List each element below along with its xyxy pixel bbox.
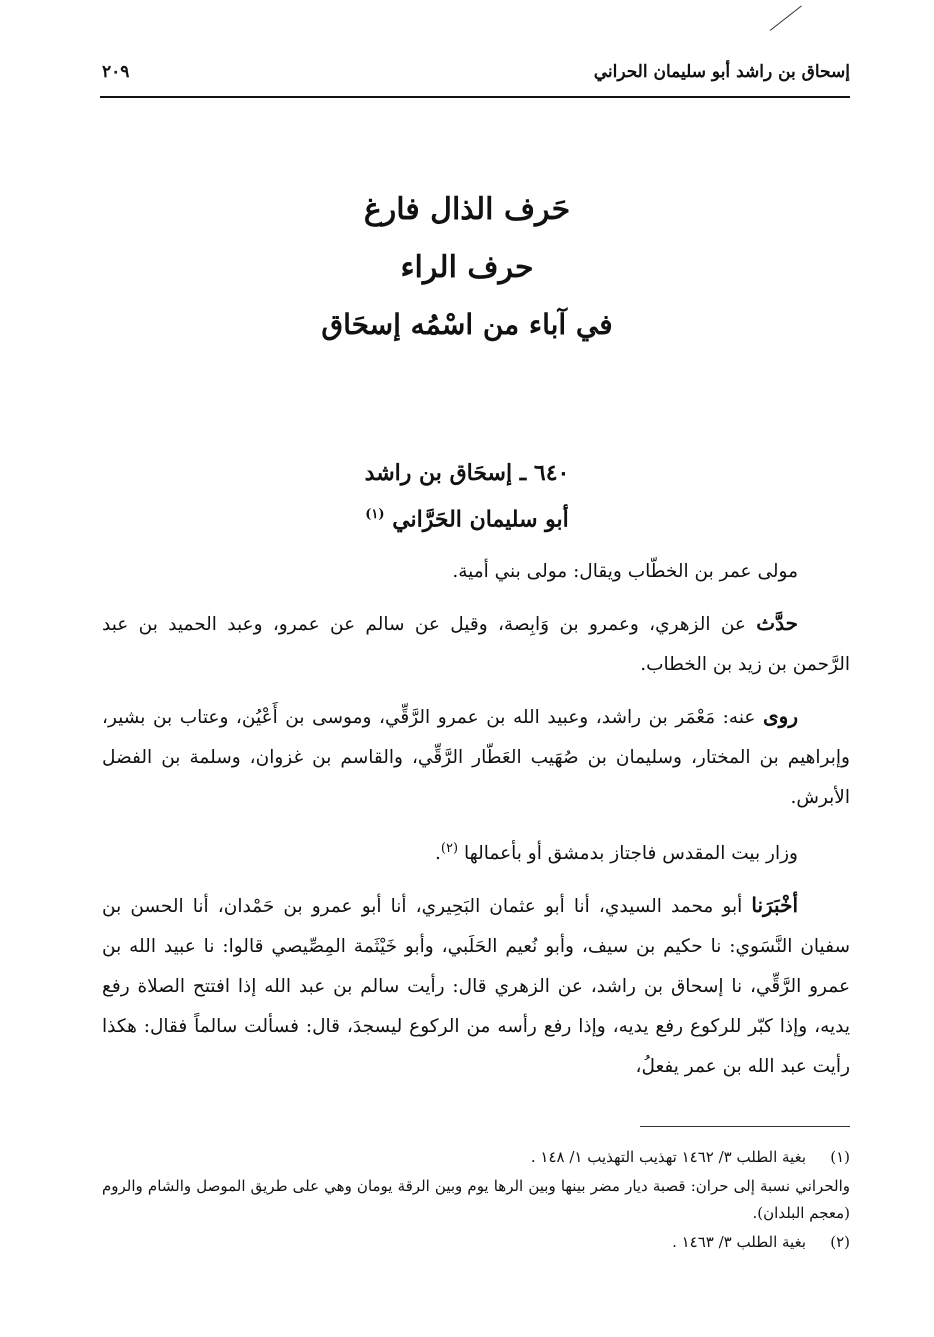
paragraph-zara-text: وزار بيت المقدس فاجتاز بدمشق أو بأعمالها	[463, 843, 798, 865]
footnote-2-text: بغية الطلب ٣/ ١٤٦٣ .	[672, 1233, 806, 1251]
footnote-2-number: (٢)	[830, 1233, 850, 1251]
entry-kunya-text: أبو سليمان الحَرَّاني	[392, 506, 569, 533]
footnote-1-number: (١)	[830, 1148, 850, 1166]
entry-title	[150, 452, 784, 540]
footnote-1-continuation: والحراني نسبة إلى حران: قصبة ديار مضر بينها وبين الرها يوم وبين الرقة يومان وهي على طريق الموصل والشام والروم (معجم البلدان).	[102, 1177, 850, 1222]
running-title: إسحاق بن راشد أبو سليمان الحراني	[593, 62, 850, 82]
footnote-ref-2: (٢)	[440, 841, 459, 856]
paragraph-haddatha	[102, 603, 850, 685]
paragraph-zara	[102, 829, 850, 874]
section-headings	[150, 180, 784, 354]
paragraph-akhbarana	[102, 885, 850, 1087]
entry-kunya	[150, 494, 784, 540]
entry-name: ٦٤٠ ـ إسحَاق بن راشد	[364, 460, 570, 486]
footnote-1-text: بغية الطلب ٣/ ١٤٦٢ تهذيب التهذيب ١/ ١٤٨ .	[530, 1148, 806, 1166]
footnote-ref-1: (١)	[365, 507, 385, 522]
page-number: ٢٠٩	[102, 62, 130, 82]
paragraph-rawa-text: عنه: مَعْمَر بن راشد، وعبيد الله بن عمرو الرَّقِّي، وموسى بن أَعْيُن، وعتاب بن بشير، وإبراهيم بن المختار، وسليمان بن صُهَيب العَطّار الرَّقِّي، والقاسم بن غزوان، وسلمة بن الفضل الأبرش.	[102, 707, 850, 808]
heading-subsection: في آباء من اسْمُه إسحَاق	[321, 308, 613, 341]
lead-word-rawa: روى	[763, 704, 798, 728]
lead-word-haddatha: حدَّث	[756, 611, 798, 635]
footnotes	[102, 1144, 850, 1258]
footnote-2	[102, 1229, 850, 1256]
footnote-divider	[640, 1126, 850, 1127]
page-header	[100, 58, 850, 98]
paragraph-zara-end: .	[435, 843, 441, 865]
paragraph-rawa	[102, 696, 850, 818]
heading-letter-ra: حرف الراء	[400, 250, 534, 285]
paragraph-akhbarana-text: أبو محمد السيدي، أنا أبو عثمان البَحِيري، أنا أبو عمرو بن حَمْدان، أنا الحسن بن سفيان النَّسَوي: نا حكيم بن سيف، وأبو نُعيم الحَلَبي، وأبو خَيْثَمة المِصِّيصي قالوا: نا عبيد الله بن عمرو الرَّقِّي، نا إسحاق بن راشد، عن الزهري قال: رأيت سالم بن عبد الله إذا افتتح الصلاة رفع يديه، وإذا كبّر للركوع رفع يديه، وإذا رفع رأسه من الركوع ليسجدَ، قال: فسألت سالماً فقال: هكذا رأيت عبد الله بن عمر يفعلُ،	[102, 896, 850, 1078]
scan-mark	[770, 5, 802, 30]
paragraph-mawla: مولى عمر بن الخطّاب ويقال: مولى بني أمية.	[452, 561, 798, 582]
body-text	[102, 552, 850, 1098]
paragraph-haddatha-text: عن الزهري، وعمرو بن وَابِصة، وقيل عن سالم عن عمرو، وعبد الحميد بن عبد الرَّحمن بن زيد بن الخطاب.	[102, 614, 850, 675]
lead-word-akhbarana: أخْبَرَنا	[751, 893, 798, 918]
heading-letter-dhal: حَرف الذال فارغ	[363, 192, 571, 227]
footnote-1	[102, 1144, 850, 1171]
